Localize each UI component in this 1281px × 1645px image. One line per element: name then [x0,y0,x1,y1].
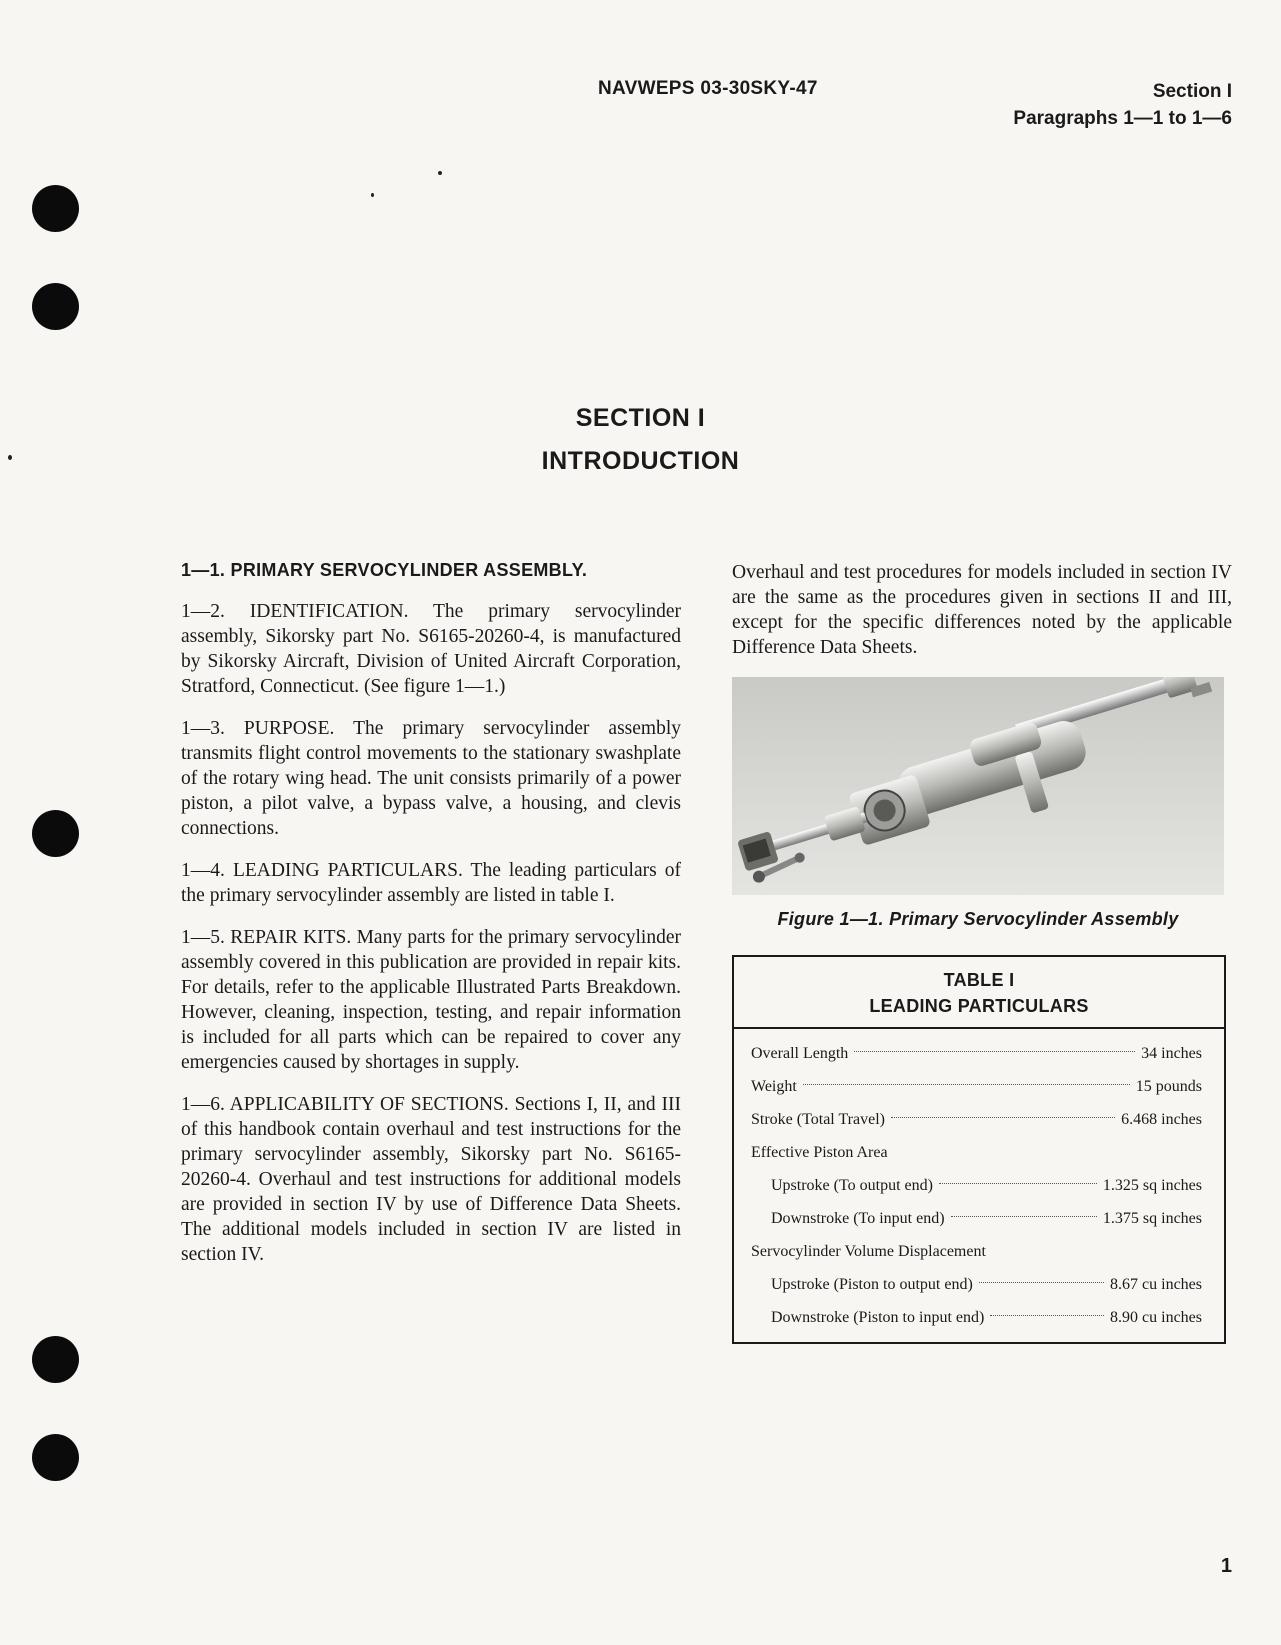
table-row [734,1301,1224,1334]
section-title: SECTION I [575,404,706,432]
leader-dots [990,1315,1104,1316]
table-title: TABLE I [943,970,1015,990]
row-value: 6.468 inches [1121,1110,1202,1128]
row-label: Upstroke (To output end) [771,1176,933,1194]
table-row [734,1103,1224,1136]
leader-dots [803,1084,1130,1085]
paragraph-applicability-continued: Overhaul and test procedures for models included in section IV are the same as the procedures given in sections II and III, except for the specific differences noted by the applicable Difference Data Sheets. [732,562,1232,658]
binder-hole [32,185,79,232]
table-row [734,1202,1224,1235]
leader-dots [979,1282,1104,1283]
table-row [734,1268,1224,1301]
paragraph-repair-kits: 1—5. REPAIR KITS. Many parts for the primary servocylinder assembly covered in this publication are provided in repair kits. For details, refer to the applicable Illustrated Parts Breakdown. However, cleaning, inspection, testing, and repair information is included for all parts which can be repaired to cover any emergencies caused by shortages in supply. [181,927,681,1073]
table-group-heading [734,1136,1224,1169]
paragraph-purpose: 1—3. PURPOSE. The primary servocylinder assembly transmits flight control movements to the stationary swashplate of the rotary wing head. The unit consists primarily of a power piston, a pilot valve, a bypass valve, a housing, and clevis connections. [181,718,681,839]
leader-dots [939,1183,1097,1184]
row-value: 1.325 sq inches [1102,1176,1202,1194]
row-label: Servocylinder Volume Displacement [751,1242,986,1260]
table-row [734,1169,1224,1202]
paragraph-heading: 1—1. PRIMARY SERVOCYLINDER ASSEMBLY. [181,560,588,580]
row-label: Weight [751,1077,797,1095]
row-value: 8.67 cu inches [1110,1275,1202,1293]
row-label: Upstroke (Piston to output end) [771,1275,973,1293]
row-label: Stroke (Total Travel) [751,1110,885,1128]
binder-hole [32,810,79,857]
paragraph-range: Paragraphs 1—1 to 1—6 [1013,108,1232,129]
table-row [734,1037,1224,1070]
row-label: Overall Length [751,1044,849,1062]
row-value: 34 inches [1141,1044,1202,1062]
table-divider [734,1027,1224,1029]
servocylinder-illustration [732,677,1224,895]
page-number: 1 [1220,1555,1232,1577]
table-group-heading [734,1235,1224,1268]
figure-caption: Figure 1—1. Primary Servocylinder Assembly [777,909,1179,929]
binder-hole [32,1434,79,1481]
row-label: Effective Piston Area [751,1143,888,1161]
section-name: INTRODUCTION [541,447,740,475]
row-value: 8.90 cu inches [1110,1308,1202,1326]
binder-hole [32,283,79,330]
leader-dots [854,1051,1135,1052]
binder-hole [32,1336,79,1383]
leader-dots [951,1216,1097,1217]
row-value: 1.375 sq inches [1102,1209,1202,1227]
document-number: NAVWEPS 03-30SKY-47 [598,78,818,99]
paragraph-leading-particulars: 1—4. LEADING PARTICULARS. The leading particulars of the primary servocylinder assembly are listed in table I. [181,860,681,906]
paragraph-identification: 1—2. IDENTIFICATION. The primary servocylinder assembly, Sikorsky part No. S6165-20260-4, is manufactured by Sikorsky Aircraft, Division of United Aircraft Corporation, Stratford, Connecticut. (See figure 1—1.) [181,601,681,697]
row-label: Downstroke (To input end) [771,1209,945,1227]
table-row [734,1070,1224,1103]
servocylinder-photo [732,677,1224,895]
right-column [732,560,1232,1344]
paragraph-applicability: 1—6. APPLICABILITY OF SECTIONS. Sections I, II, and III of this handbook contain overhaul and test instructions for the primary servocylinder assembly, Sikorsky part No. S6165-20260-4. Overhaul and test instructions for additional models are provided in section IV by use of Difference Data Sheets. The additional models included in section IV are listed in section IV. [181,1094,681,1265]
page-header-right [1013,78,1232,132]
section-label: Section I [1152,81,1232,102]
table-subtitle: LEADING PARTICULARS [869,996,1089,1016]
scan-speck [438,171,442,175]
left-column [181,560,681,1284]
scan-speck [371,193,374,197]
leading-particulars-table [732,955,1226,1344]
row-value: 15 pounds [1135,1077,1202,1095]
row-label: Downstroke (Piston to input end) [771,1308,985,1326]
leader-dots [891,1117,1115,1118]
